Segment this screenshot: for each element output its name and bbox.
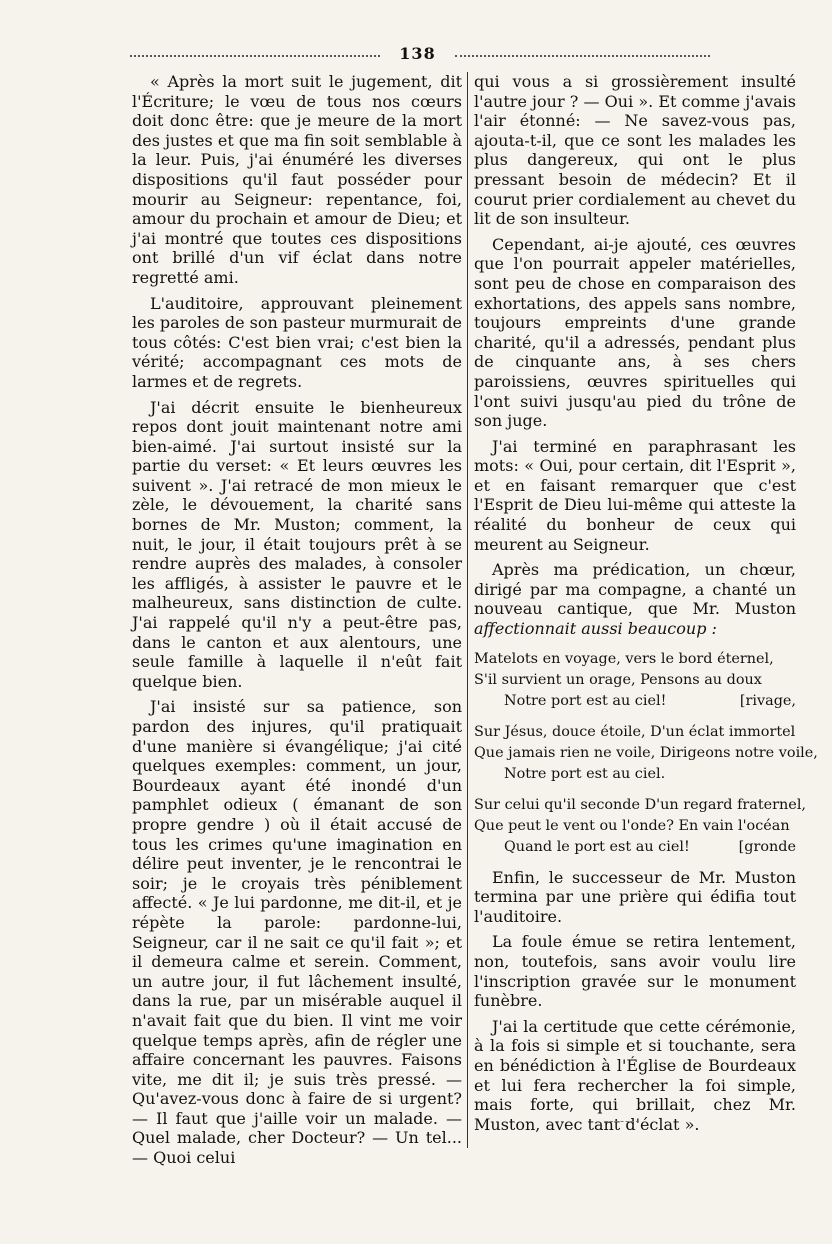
- paragraph: J'ai la certitude que cette cérémonie, à la fois si simple et si touchante, sera en bénédiction à l'Église de Bourdeaux et lui fera rechercher la foi simple, mais forte, qui brillait, chez Mr. Muston, avec tant d'éclat ».: [474, 1016, 796, 1134]
- paragraph: Cependant, ai-je ajouté, ces œuvres que l'on pourrait appeler matérielles, sont peu de chose en comparaison des exhortations, des appels sans nombre, toujours empreints d'une grande charité, qu'il a adressés, pendant plus de cinquante ans, à ses chers paroissiens, œuvres spirituelles qui l'ont suivi jusqu'au pied du trône de son juge.: [474, 234, 796, 431]
- hymn-refrain: Quand le port est au ciel!: [504, 838, 690, 855]
- paragraph: Enfin, le successeur de Mr. Muston termina par une prière qui édifia tout l'auditoire.: [474, 867, 796, 926]
- column-divider: [467, 72, 468, 1148]
- hymn-line: S'il survient un orage, Pensons au doux: [474, 671, 762, 688]
- hymn-line: [474, 691, 796, 712]
- end-separator: [605, 1121, 639, 1122]
- hymn-refrain: Notre port est au ciel.: [504, 765, 666, 782]
- hymn-line-tail: [gronde: [738, 838, 796, 855]
- hymn-stanza: [474, 795, 806, 858]
- header-rule-left: [130, 55, 380, 57]
- hymn-line-tail: [rivage,: [739, 692, 796, 709]
- paragraph-continuation: qui vous a si grossièrement insulté l'autre jour ? — Oui ». Et comme j'avais l'air étonné: — Ne savez-vous pas, ajouta-t-il, que ce sont les malades les plus dangereux, qui ont le plus pressant besoin de médecin? Et il courut prier cordialement au chevet du lit de son insulteur.: [474, 72, 796, 229]
- hymn-stanza: [474, 649, 796, 712]
- paragraph: J'ai insisté sur sa patience, son pardon des injures, qu'il pratiquait d'une manière si évangélique; j'ai cité quelques exemples: comment, un jour, Bourdeaux ayant été inondé d'un pamphlet odieux ( émanant de son propre gendre ) où il était accusé de tous les crimes qu'une imagination en délire peut inventer, je le rencontrai le soir; je le croyais très péniblement affecté. « Je lui pardonne, me dit-il, et je répète la parole: pardonne-lui, Seigneur, car il ne sait ce qu'il fait »; et il demeura calme et serein. Comment, un autre jour, il fut lâchement insulté, dans la rue, par un misérable auquel il n'avait fait que du bien. Il vint me voir quelque temps après, afin de régler une affaire concernant les pauvres. Faisons vite, me dit il; je suis très pressé. — Qu'avez-vous donc à faire de si urgent? — Il faut que j'aille voir un malade. — Quel malade, cher Docteur? — Un tel... — Quoi celui: [132, 697, 462, 1168]
- hymn: [474, 649, 818, 858]
- hymn-stanza: [474, 722, 818, 785]
- right-column: [474, 72, 818, 1140]
- hymn-refrain: Notre port est au ciel!: [504, 692, 667, 709]
- hymn-line: Matelots en voyage, vers le bord éternel,: [474, 650, 774, 667]
- hymn-line: [474, 764, 796, 785]
- paragraph: « Après la mort suit le jugement, dit l'Écriture; le vœu de tous nos cœurs doit donc être: que je meure de la mort des justes et que ma fin soit semblable à la leur. Puis, j'ai énuméré les diverses dispositions qu'il faut posséder pour mourir au Seigneur: repentance, foi, amour du prochain et amour de Dieu; et j'ai montré que toutes ces dispositions ont brillé d'un vif éclat dans notre regretté ami.: [132, 72, 462, 287]
- song-intro-text: Après ma prédication, un chœur, dirigé par ma compagne, a chanté un nouveau cantique, que Mr. Muston: [474, 560, 796, 619]
- page-header: [130, 44, 710, 66]
- paragraph: L'auditoire, approuvant pleinement les paroles de son pasteur murmurait de tous côtés: C'est bien vrai; c'est bien la vérité; accompagnant ces mots de larmes et de regrets.: [132, 293, 462, 391]
- hymn-line: Que jamais rien ne voile, Dirigeons notre voile,: [474, 744, 818, 761]
- hymn-line: Que peut le vent ou l'onde? En vain l'océan: [474, 817, 790, 834]
- paragraph: La foule émue se retira lentement, non, toutefois, sans avoir voulu lire l'inscription gravée sur le monument funèbre.: [474, 932, 796, 1011]
- header-rule-right: [455, 55, 710, 57]
- hymn-line: Sur Jésus, douce étoile, D'un éclat immortel: [474, 723, 796, 740]
- hymn-line: Sur celui qu'il seconde D'un regard fraternel,: [474, 796, 806, 813]
- song-intro: [474, 560, 796, 638]
- paragraph: J'ai décrit ensuite le bienheureux repos dont jouit maintenant notre ami bien-aimé. J'ai surtout insisté sur la partie du verset: « Et leurs œuvres les suivent ». J'ai retracé de mon mieux le zèle, le dévouement, la charité sans bornes de Mr. Muston; comment, la nuit, le jour, il était toujours prêt à se rendre auprès des malades, à consoler les affligés, à assister le pauvre et le malheureux, sans distinction de culte. J'ai rappelé qu'il n'y a peut-être pas, dans le canton et aux alentours, une seule famille à laquelle il n'eût fait quelque bien.: [132, 397, 462, 691]
- paragraph: J'ai terminé en paraphrasant les mots: « Oui, pour certain, dit l'Esprit », et en faisant remarquer que c'est l'Esprit de Dieu lui-même qui atteste la réalité du bonheur de ceux qui meurent au Seigneur.: [474, 436, 796, 554]
- hymn-line: [474, 837, 796, 858]
- page-number: 138: [399, 44, 436, 63]
- song-intro-italic: affectionnait aussi beaucoup :: [474, 619, 717, 639]
- left-column: [132, 72, 462, 1174]
